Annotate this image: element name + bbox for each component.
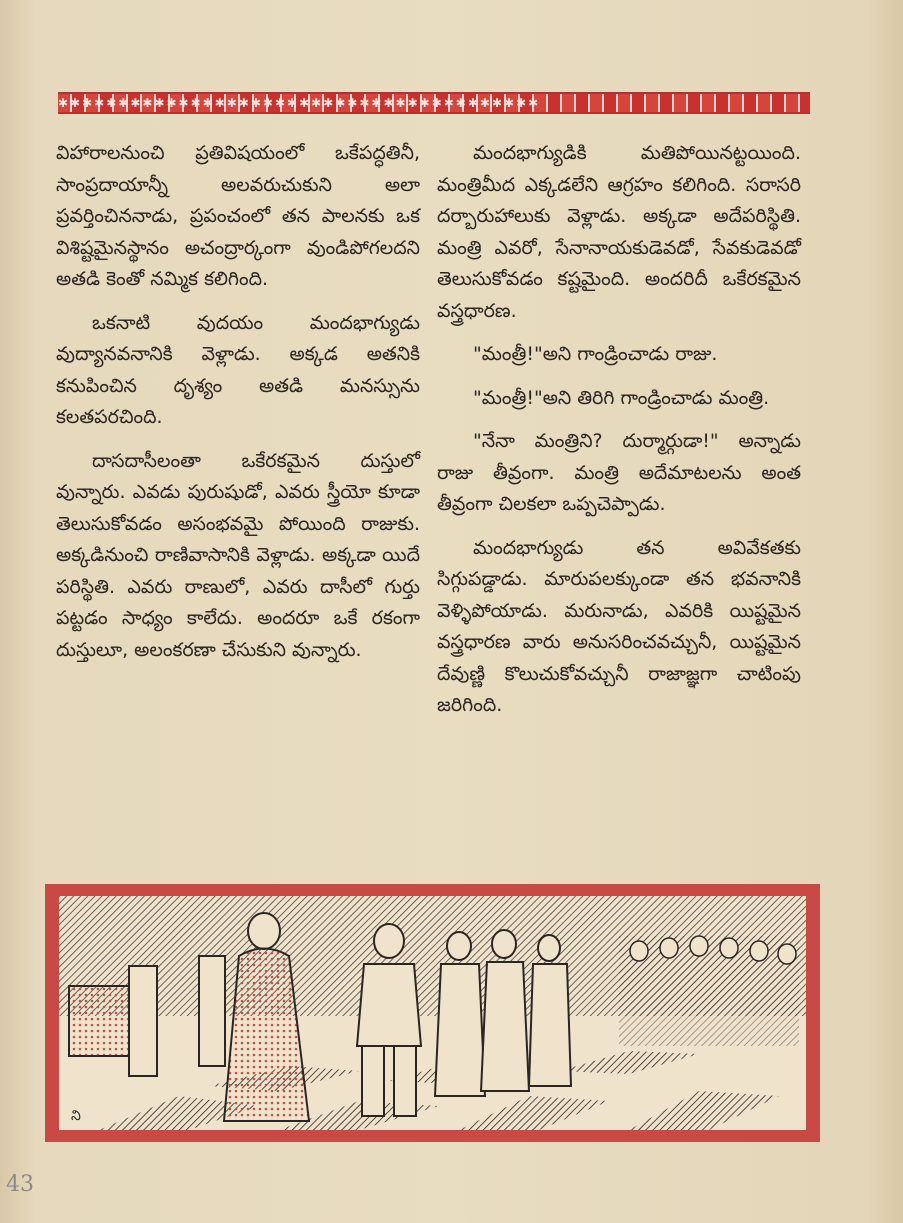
paragraph: మందభాగ్యుడికి మతిపోయినట్టయింది. మంత్రిమీద ఎక్కడలేని ఆగ్రహం కలిగింది. సరాసరి దర్బారుహాలుకు వెళ్లాడు. అక్కడా అదేపరిస్థితి. మంత్రి ఎవరో, సేనానాయకుడెవడో, సేవకుడెవడో తెలుసుకోవడం కష్టమైంది. అందరిదీ ఒకేరకమైన వస్త్రధారణ.: [437, 142, 801, 322]
illustration-frame: [45, 884, 820, 1142]
paragraph: మందభాగ్యుడు తన అవివేకతకు సిగ్గుపడ్డాడు. మారుపలక్కుండా తన భవనానికి వెళ్ళిపోయాడు. మరునాడు, ఎవరికి యిష్టమైన వస్త్రధారణ వారు అనుసరించవచ్చునీ, యిష్టమైన దేవుణ్ణి కొలుచుకోవచ్చునీ రాజాజ్ఞగా చాటింపు జరిగింది.: [437, 536, 801, 716]
court-scene-illustration: [59, 896, 806, 1130]
page-number: 43: [6, 1172, 34, 1197]
paragraph: ఒకనాటి వుదయం మందభాగ్యుడు వుద్యానవనానికి వెళ్లాడు. అక్కడ అతనికి కనుపించిన దృశ్యం అతడి మనస్సును కలతపరచింది.: [56, 311, 420, 428]
right-column: [437, 138, 801, 734]
paragraph: "మంత్రీ!"అని గాండ్రించాడు రాజు.: [473, 343, 718, 365]
paragraph: "మంత్రీ!"అని తిరిగి గాండ్రించాడు మంత్రి.: [473, 386, 770, 409]
paragraph: "నేనా మంత్రిని? దుర్మార్గుడా!" అన్నాడు రాజు తీవ్రంగా. మంత్రి అదేమాటలను అంత తీవ్రంగా చిలకలా ఒప్పచెప్పాడు.: [437, 430, 801, 515]
decorative-border: [58, 92, 810, 114]
left-column: [56, 138, 420, 678]
artist-signature: ని: [71, 1108, 81, 1124]
crowd-background: [619, 936, 799, 1046]
courtiers-group: [435, 930, 571, 1096]
border-motif: ✱✱✱✱✱✱✱✱✱✱✱✱✱✱✱✱✱✱✱✱✱✱✱✱✱✱✱✱✱✱✱✱✱✱✱✱✱✱✱✱: [58, 96, 541, 110]
paragraph: దాసదాసీలంతా ఒకేరకమైన దుస్తులో వున్నారు. ఎవడు పురుషుడో, ఎవరు స్త్రీయో కూడా తెలుసుకోవడం అసంభవమై పోయింది రాజుకు. అక్కడినుంచి రాణివాసానికి వెళ్లాడు. అక్కడా యిదే పరిస్థితి. ఎవరు రాణులో, ఎవరు దాసీలో గుర్తు పట్టడం సాధ్యం కాలేదు. అందరూ ఒకే రకంగా దుస్తులూ, అలంకరణా చేసుకుని వున్నారు.: [56, 449, 420, 661]
paragraph: విహారాలనుంచి ప్రతివిషయంలో ఒకేపద్ధతినీ, సాంప్రదాయాన్నీ అలవరుచుకుని అలా ప్రవర్తించిననాడు, ప్రపంచంలో తన పాలనకు ఒక విశిష్టమైనస్థానం అచంద్రార్కంగా వుండిపోగలదని అతడి కెంతో నమ్మిక కలిగింది.: [56, 142, 420, 290]
